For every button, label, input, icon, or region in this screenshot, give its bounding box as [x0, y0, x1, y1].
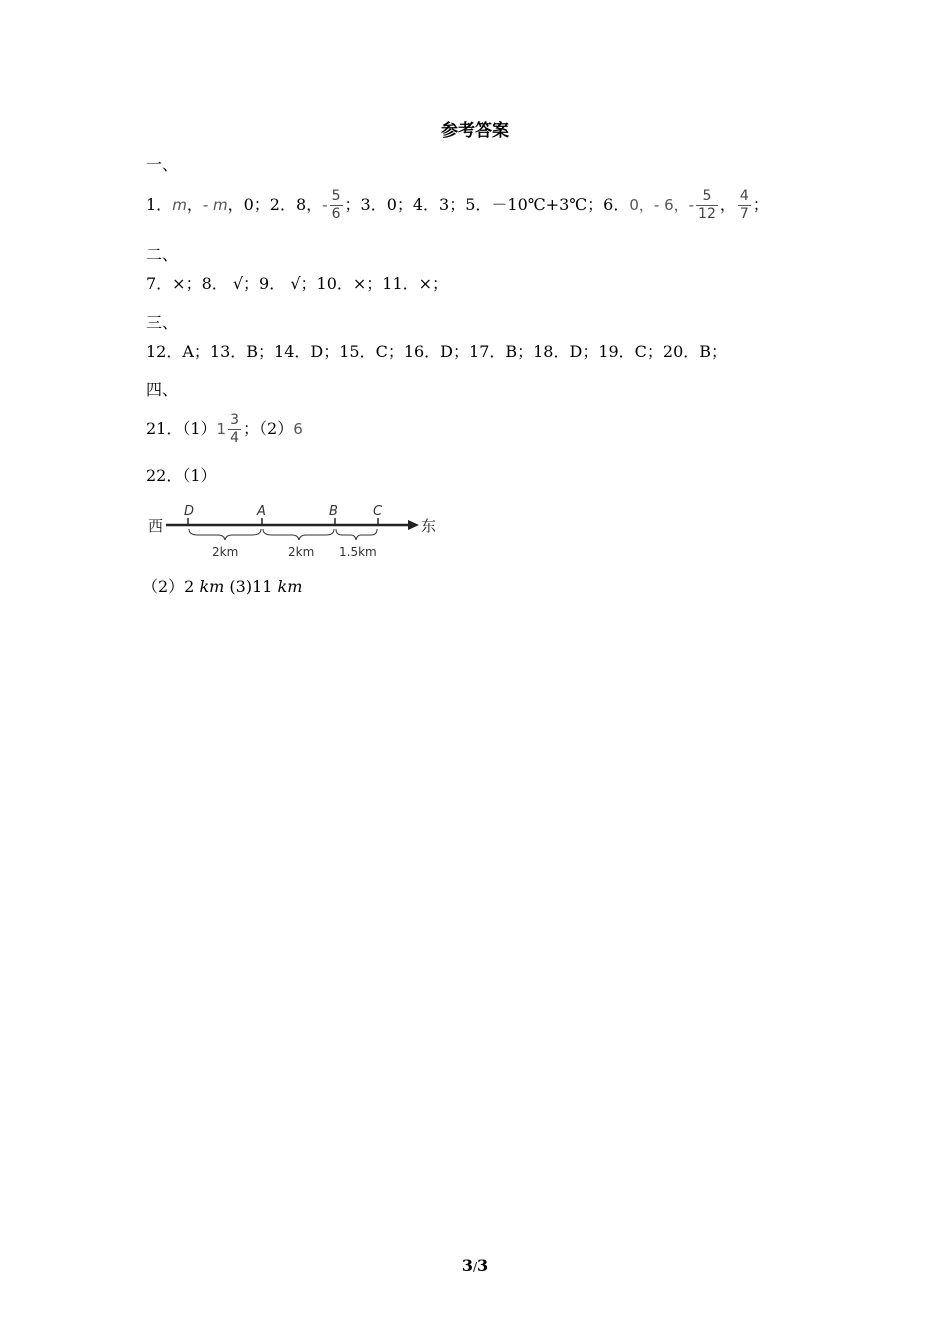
brace-AB: [263, 529, 334, 540]
number-line-diagram: [146, 498, 446, 564]
answer-text: ；3．0；4．3；5．－10℃+3℃；6．: [344, 195, 630, 214]
unit-text: km: [199, 577, 225, 596]
answer-line-3: 12．A；13．B；14．D；15．C；16．D；17．B；18．D；19．C；20．B；: [146, 342, 728, 361]
current-page: 3: [461, 1256, 473, 1275]
answer-text: ，: [719, 195, 736, 214]
answer-line-22-parts: [142, 575, 302, 599]
fraction: [738, 188, 751, 223]
answer-text: 1．: [146, 195, 173, 214]
fraction: [696, 188, 718, 223]
brace-DA: [189, 529, 261, 540]
fraction-denominator: 4: [230, 430, 240, 446]
total-pages: 3: [477, 1256, 489, 1275]
answer-line-21: [146, 412, 303, 447]
answer-text: 21．（1）: [146, 419, 217, 438]
point-label-A: A: [257, 504, 266, 519]
unit-text: km: [277, 577, 303, 596]
west-label: 西: [148, 517, 164, 535]
fraction-denominator: 7: [739, 206, 749, 222]
brace-BC: [336, 529, 377, 540]
point-label-C: C: [373, 504, 383, 519]
math-symbol: ‑ m: [202, 196, 228, 214]
answer-line-1: 1．m，‑ m，0；2．8，‑ $\frac{5}{6}$ ；3．0；4．3；5．－10℃+3℃；6．0，‑ 6，‑ $\frac{5}{12}$ ， $\frac{4}{7}$ ；: [146, 188, 769, 222]
fraction-numerator: 5: [702, 188, 712, 204]
section-heading-2: 二、: [146, 245, 179, 264]
math-symbol: ，‑ 6，‑: [638, 196, 695, 214]
answer-line-22: 22．（1）: [146, 466, 217, 485]
math-symbol: 0: [629, 196, 639, 214]
math-symbol: 6: [293, 420, 303, 438]
east-label: 东: [421, 517, 437, 535]
distance-label-BC: 1.5km: [339, 545, 377, 559]
answer-text: ；（2）: [243, 419, 294, 438]
answer-text: ；: [752, 195, 769, 214]
fraction-numerator: 4: [739, 188, 749, 204]
section-heading-3: 三、: [146, 313, 179, 332]
math-symbol: m: [172, 196, 187, 214]
fraction: [330, 188, 343, 223]
fraction: [228, 412, 241, 447]
answer-text: （2）2: [142, 577, 200, 596]
point-label-D: D: [184, 504, 195, 519]
distance-label-AB: 2km: [288, 545, 315, 559]
page-number: [0, 1256, 950, 1275]
fraction-numerator: 5: [331, 188, 341, 204]
section-heading-1: 一、: [146, 155, 179, 174]
page-separator: /: [472, 1260, 478, 1274]
fraction-denominator: 6: [331, 206, 341, 222]
section-heading-4: 四、: [146, 380, 179, 399]
answer-text: ，0；2．8，: [227, 195, 323, 214]
math-symbol: ‑: [322, 196, 328, 214]
answer-line-2: 7．×；8． √；9． √；10．×；11．×；: [146, 274, 449, 293]
fraction-numerator: 3: [230, 412, 240, 428]
distance-label-DA: 2km: [212, 545, 239, 559]
answer-text: (3)11: [224, 577, 278, 596]
fraction-denominator: 12: [698, 206, 716, 222]
mixed-number-whole: 1: [216, 420, 227, 438]
arrow-head-icon: [408, 520, 419, 530]
point-label-B: B: [329, 504, 338, 519]
page-title: 参考答案: [441, 121, 509, 141]
